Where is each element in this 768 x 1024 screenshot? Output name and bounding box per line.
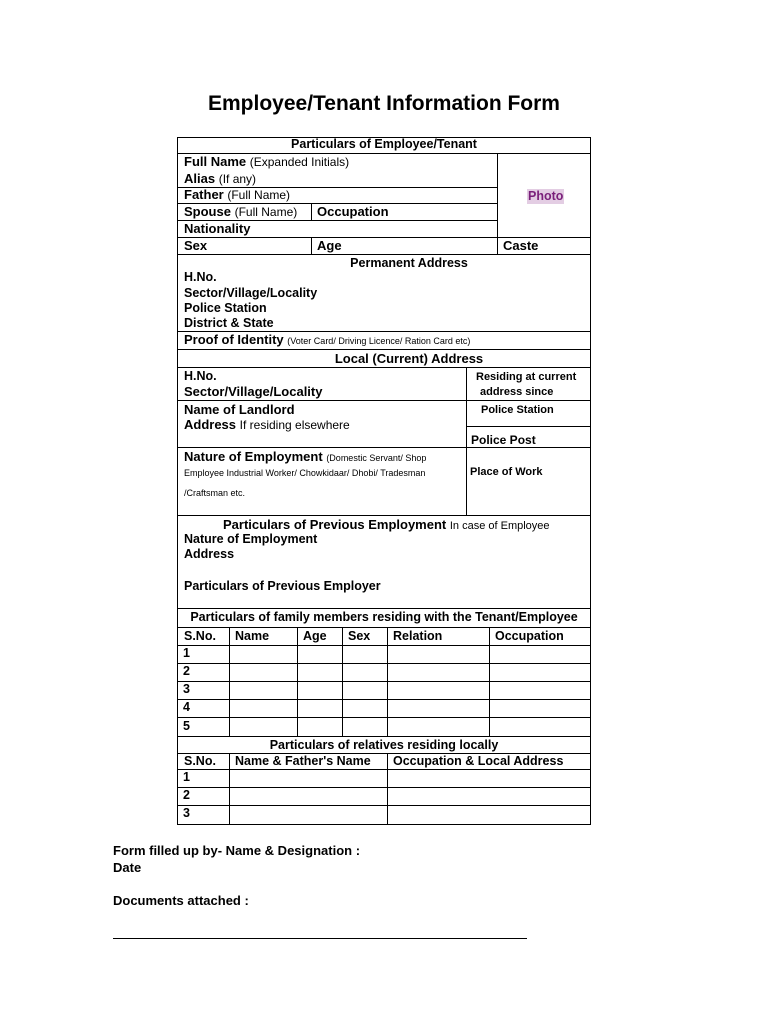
divider [177,736,591,737]
divider [177,787,591,788]
relatives-row-number: 2 [183,788,190,802]
divider [177,699,591,700]
relatives-row-number: 3 [183,806,190,820]
local-police-station-label: Police Station [481,404,554,416]
divider [177,515,591,516]
family-col-header: Occupation [495,629,564,643]
divider [177,769,591,770]
divider [177,805,591,806]
prev-employer-label: Particulars of Previous Employer [184,579,381,593]
prev-address-label: Address [184,547,235,561]
family-row-number: 4 [183,700,190,714]
divider [387,627,388,736]
residing-since-label-2: address since [480,386,554,398]
family-col-header: Relation [393,629,443,643]
divider [497,153,498,254]
divider [177,645,591,646]
divider [489,627,490,736]
date-label: Date [113,860,142,875]
divider [177,254,591,255]
photo-placeholder: Photo [528,189,564,203]
alias-label: Alias (If any) [184,171,257,186]
age-label: Age [317,238,342,253]
residing-since-label: Residing at current [476,371,577,383]
divider [177,608,591,609]
divider [466,426,591,427]
police-post-label: Police Post [471,433,536,447]
relatives-col-header: Occupation & Local Address [393,754,564,768]
section-header: Particulars of family members residing with the Tenant/Employee [190,610,578,624]
landlord-address-label: Address If residing elsewhere [184,417,350,432]
divider [466,367,467,515]
occupation-label: Occupation [317,204,389,219]
caste-label: Caste [503,238,539,253]
full-name-label: Full Name (Expanded Initials) [184,154,350,169]
section-header: Local (Current) Address [334,351,484,366]
family-col-header: Name [235,629,270,643]
divider [177,400,591,401]
landlord-label: Name of Landlord [184,402,295,417]
prev-nature-label: Nature of Employment [184,532,318,546]
relatives-col-header: S.No. [184,754,216,768]
employment-note: /Craftsman etc. [184,488,246,498]
divider [177,681,591,682]
family-row-number: 5 [183,719,190,733]
divider [177,367,591,368]
spouse-label: Spouse (Full Name) [184,204,298,219]
family-col-header: Age [303,629,327,643]
employment-note: Employee Industrial Worker/ Chowkidaar/ Dhobi/ Tradesman [184,468,426,478]
family-row-number: 1 [183,646,190,660]
filled-by-label: Form filled up by- Name & Designation : [113,843,361,858]
divider [177,627,591,628]
divider [311,203,312,220]
father-label: Father (Full Name) [184,187,291,202]
documents-attached-label: Documents attached : [113,893,249,908]
relatives-col-header: Name & Father's Name [235,754,371,768]
divider [229,753,230,825]
divider [177,349,591,350]
divider [342,627,343,736]
divider [177,717,591,718]
divider [311,237,312,254]
form-title: Employee/Tenant Information Form [208,92,560,115]
signature-line [113,938,527,939]
nature-of-employment-label: Nature of Employment (Domestic Servant/ Shop [184,449,427,464]
divider [229,627,230,736]
local-hno-label: H.No. [184,369,217,383]
divider [177,663,591,664]
section-header: Particulars of Employee/Tenant [291,137,477,151]
divider [297,627,298,736]
divider [387,753,388,825]
police-station-label: Police Station [184,301,267,315]
section-header: Particulars of relatives residing locally [269,738,499,752]
hno-label: H.No. [184,270,217,284]
place-of-work-label: Place of Work [470,466,543,478]
sex-label: Sex [184,238,208,253]
family-col-header: S.No. [184,629,216,643]
relatives-row-number: 1 [183,770,190,784]
nationality-label: Nationality [184,221,251,236]
family-row-number: 3 [183,682,190,696]
section-header: Particulars of Previous Employment In case of Employee [223,517,550,532]
section-header: Permanent Address [350,256,468,270]
local-sector-label: Sector/Village/Locality [184,384,323,399]
proof-of-identity-label: Proof of Identity (Voter Card/ Driving Licence/ Ration Card etc) [184,332,471,347]
district-state-label: District & State [184,316,274,330]
family-col-header: Sex [348,629,371,643]
family-row-number: 2 [183,664,190,678]
sector-label: Sector/Village/Locality [184,286,318,300]
